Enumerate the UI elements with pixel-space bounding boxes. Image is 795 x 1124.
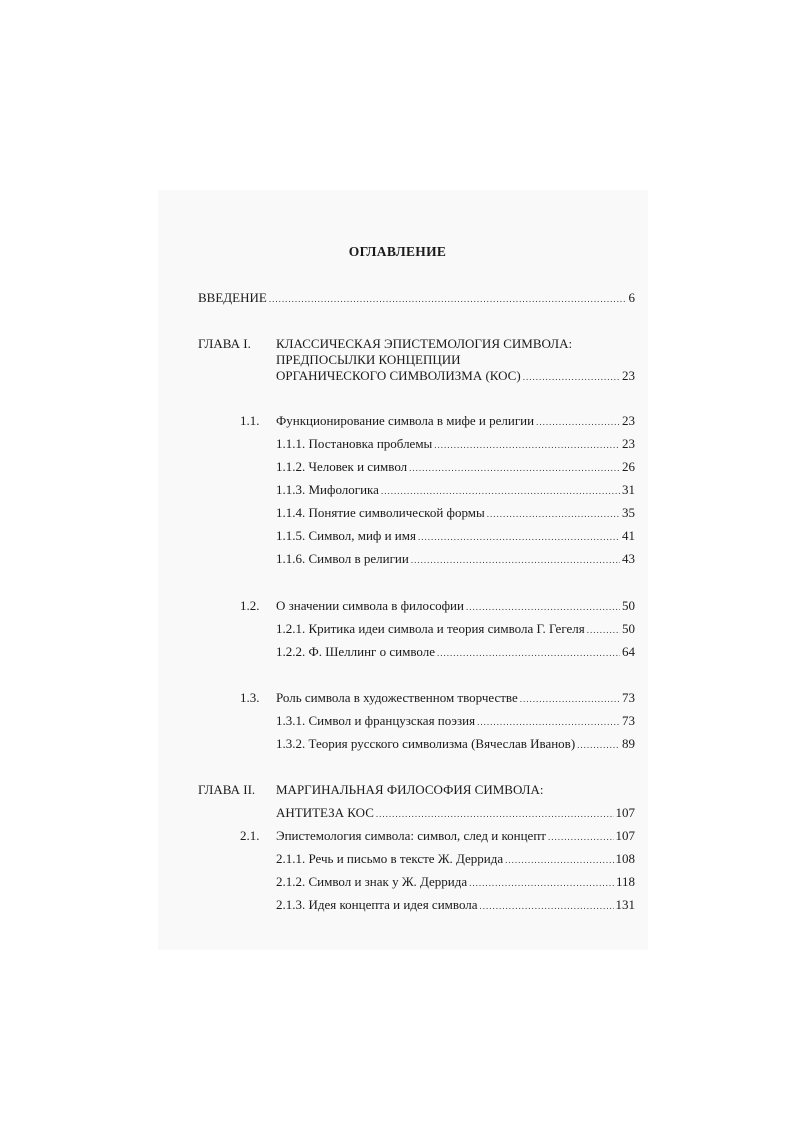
entry-text: 1.1.5. Символ, миф и имя	[276, 528, 416, 543]
leader-dots	[477, 714, 620, 730]
entry-page: 23	[622, 436, 635, 451]
entry-text: 2.1.1. Речь и письмо в тексте Ж. Деррида	[276, 851, 504, 866]
leader-dots	[536, 414, 620, 430]
entry-text: АНТИТЕЗА КОС	[276, 805, 374, 820]
entry-page: 89	[622, 736, 635, 751]
entry-text: 1.2.2. Ф. Шеллинг о символе	[276, 644, 435, 659]
entry-text: ВВЕДЕНИЕ	[198, 290, 267, 305]
entry-page: 131	[615, 897, 635, 912]
entry-page: 43	[622, 551, 635, 566]
leader-dots	[437, 645, 620, 661]
entry-text: 2.1.3. Идея концепта и идея символа	[276, 897, 478, 912]
chapter-label: ГЛАВА I.	[198, 336, 251, 351]
toc-entry-intro	[198, 290, 635, 307]
entry-text: Роль символа в художественном творчестве	[276, 690, 518, 705]
entry-text: 1.1.6. Символ в религии	[276, 551, 409, 566]
entry-text: 1.1.2. Человек и символ	[276, 459, 408, 474]
leader-dots	[418, 529, 620, 545]
leader-dots	[376, 806, 614, 822]
chapter-title-line: ПРЕДПОСЫЛКИ КОНЦЕПЦИИ	[276, 352, 461, 367]
toc-entry-subsection	[276, 621, 635, 638]
leader-dots	[577, 737, 620, 753]
entry-page: 35	[622, 505, 635, 520]
toc-entry-section	[276, 413, 635, 430]
entry-text: О значении символа в философии	[276, 598, 464, 613]
entry-page: 64	[622, 644, 635, 659]
toc-entry-subsection	[276, 851, 635, 868]
leader-dots	[520, 691, 620, 707]
entry-page: 118	[615, 874, 635, 889]
entry-page: 41	[622, 528, 635, 543]
section-number: 1.1.	[240, 413, 260, 428]
entry-page: 73	[622, 690, 635, 705]
entry-page: 23	[622, 368, 635, 383]
toc-entry-subsection	[276, 644, 635, 661]
toc-entry-subsection	[276, 505, 635, 522]
toc-entry-subsection	[276, 551, 635, 568]
entry-text: 1.1.3. Мифологика	[276, 482, 379, 497]
entry-text: 1.1.1. Постановка проблемы	[276, 436, 433, 451]
toc-entry-chapter1	[276, 368, 635, 385]
entry-text: 1.1.4. Понятие символической формы	[276, 505, 485, 520]
leader-dots	[487, 506, 620, 522]
entry-page: 26	[622, 459, 635, 474]
chapter-title-line: КЛАССИЧЕСКАЯ ЭПИСТЕМОЛОГИЯ СИМВОЛА:	[276, 336, 573, 351]
toc-entry-subsection	[276, 459, 635, 476]
entry-page: 31	[622, 482, 635, 497]
entry-text: Функционирование символа в мифе и религии	[276, 413, 535, 428]
section-number: 1.2.	[240, 598, 260, 613]
toc-entry-subsection	[276, 482, 635, 499]
entry-text: 1.3.1. Символ и французская поэзия	[276, 713, 476, 728]
leader-dots	[548, 829, 614, 845]
toc-entry-chapter2	[276, 805, 635, 822]
entry-page: 50	[622, 598, 635, 613]
toc-entry-subsection	[276, 897, 635, 914]
entry-text: 1.2.1. Критика идеи символа и теория символа Г. Гегеля	[276, 621, 585, 636]
leader-dots	[409, 460, 620, 476]
toc-entry-subsection	[276, 874, 635, 891]
leader-dots	[469, 875, 614, 891]
entry-text: Эпистемология символа: символ, след и концепт	[276, 828, 546, 843]
toc-entry-subsection	[276, 528, 635, 545]
toc-entry-section	[276, 598, 635, 615]
leader-dots	[269, 291, 627, 307]
chapter-label: ГЛАВА II.	[198, 782, 256, 797]
entry-page: 107	[615, 805, 635, 820]
toc-entry-section	[276, 690, 635, 707]
leader-dots	[523, 369, 620, 385]
entry-page: 73	[622, 713, 635, 728]
entry-text: 2.1.2. Символ и знак у Ж. Деррида	[276, 874, 468, 889]
entry-page: 108	[615, 851, 635, 866]
entry-page: 50	[622, 621, 635, 636]
toc-title: ОГЛАВЛЕНИЕ	[348, 244, 447, 259]
toc-entry-subsection	[276, 713, 635, 730]
section-number: 1.3.	[240, 690, 260, 705]
leader-dots	[480, 898, 614, 914]
leader-dots	[381, 483, 620, 499]
entry-page: 6	[628, 290, 635, 305]
toc-entry-subsection	[276, 436, 635, 453]
leader-dots	[466, 599, 620, 615]
leader-dots	[505, 852, 613, 868]
entry-page: 23	[622, 413, 635, 428]
entry-text: 1.3.2. Теория русского символизма (Вячеслав Иванов)	[276, 736, 576, 751]
section-number: 2.1.	[240, 828, 260, 843]
entry-text: ОРГАНИЧЕСКОГО СИМВОЛИЗМА (КОС)	[276, 368, 521, 383]
leader-dots	[434, 437, 620, 453]
leader-dots	[411, 552, 620, 568]
chapter-title-line: МАРГИНАЛЬНАЯ ФИЛОСОФИЯ СИМВОЛА:	[276, 782, 544, 797]
entry-page: 107	[615, 828, 635, 843]
leader-dots	[587, 622, 620, 638]
toc-entry-subsection	[276, 736, 635, 753]
toc-entry-section	[276, 828, 635, 845]
